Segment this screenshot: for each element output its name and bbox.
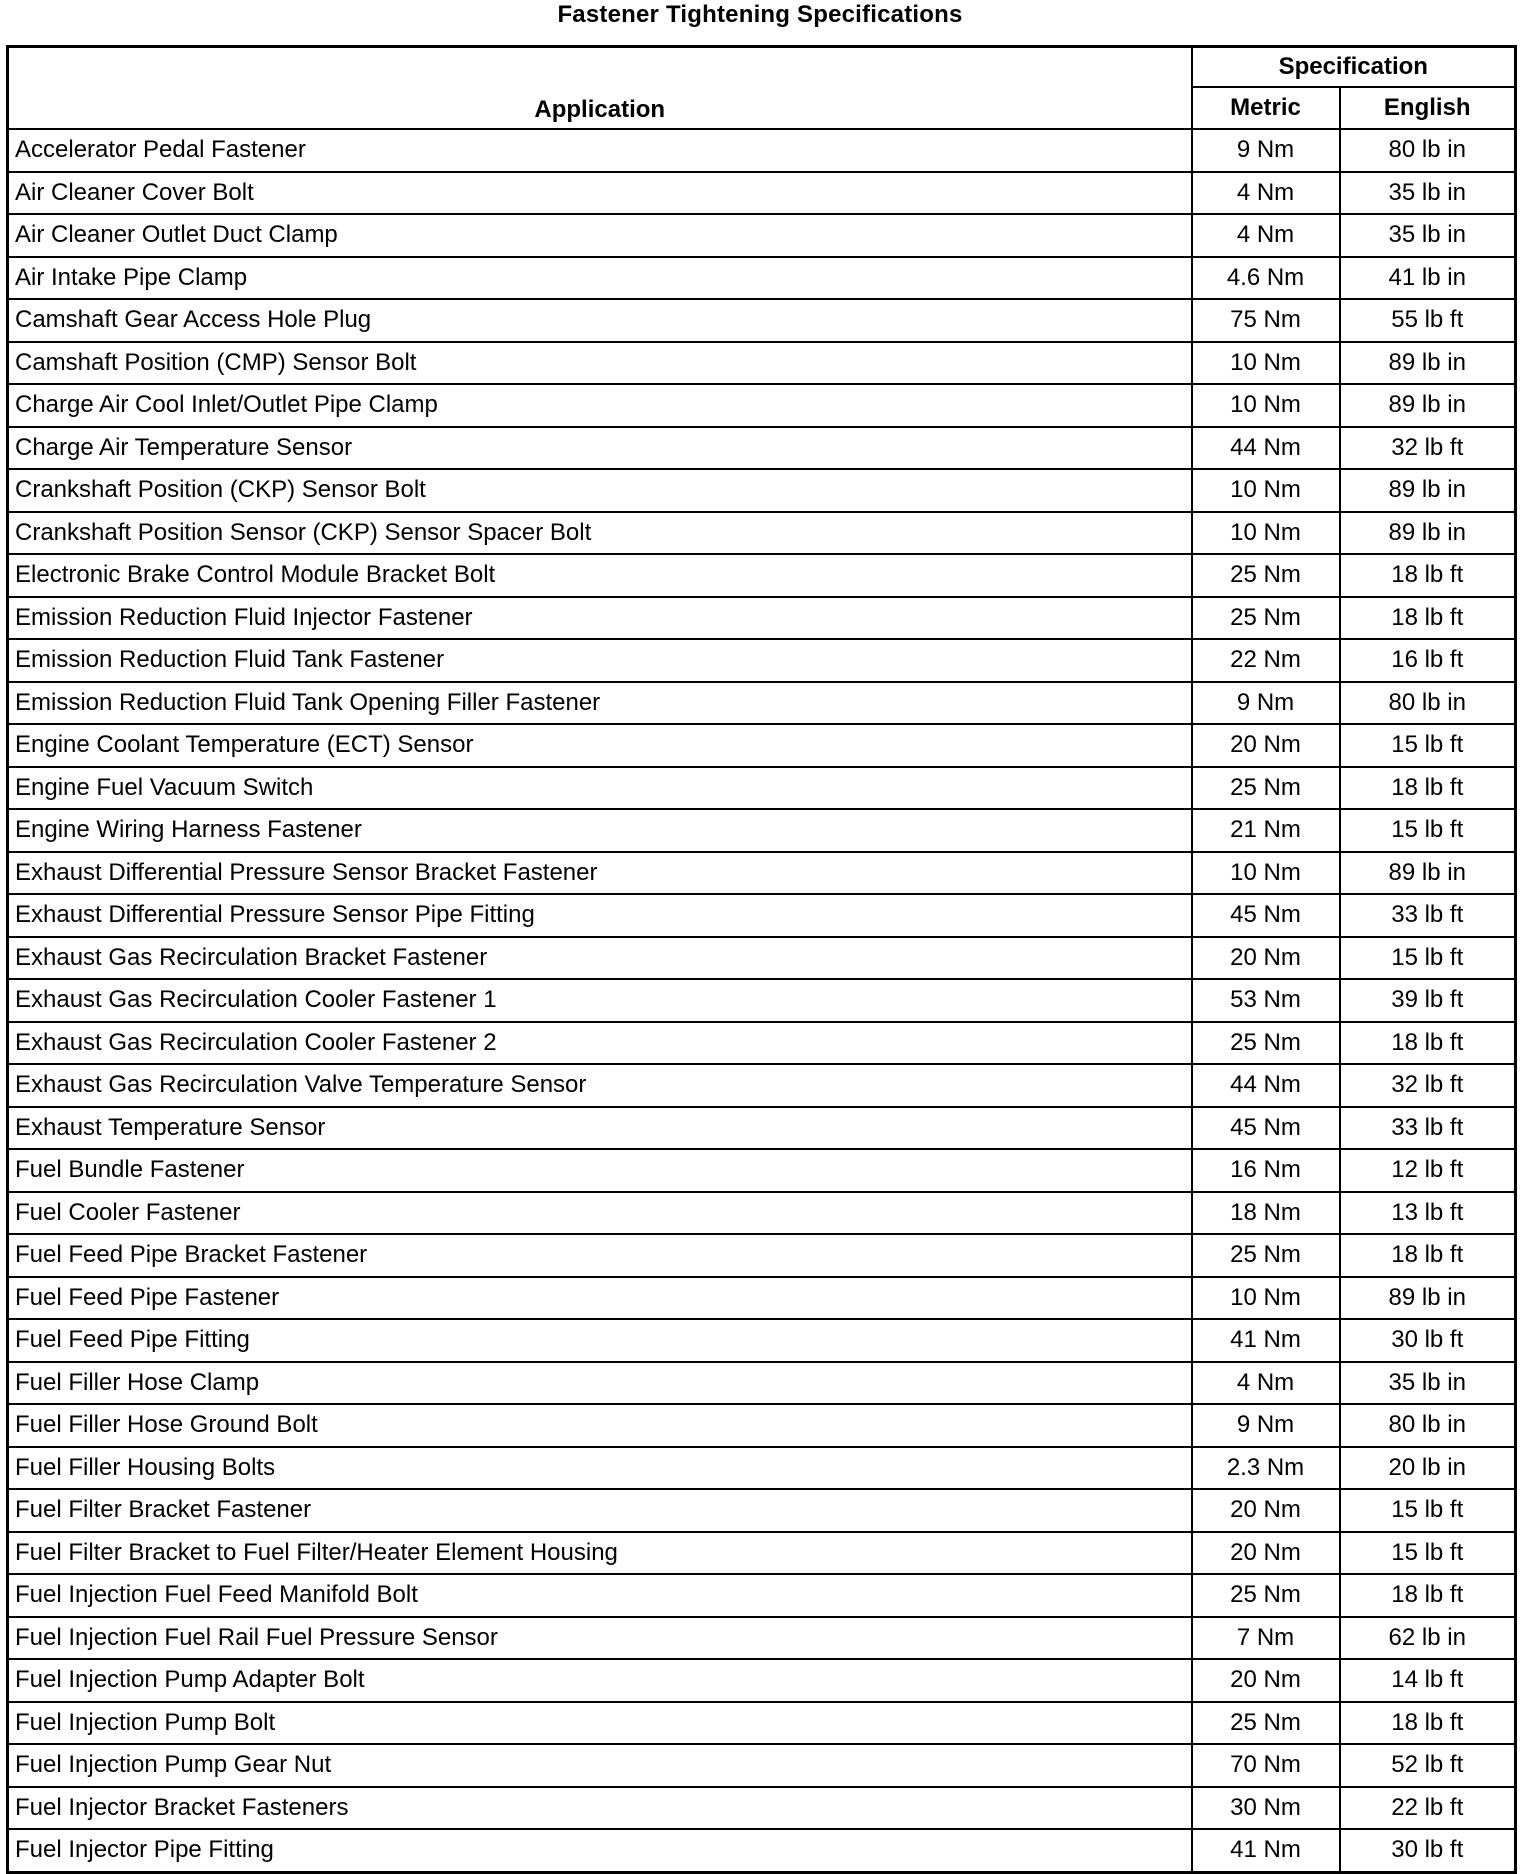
table-row: [8, 937, 1516, 980]
table-row: [8, 1234, 1516, 1277]
table-row: [8, 597, 1516, 640]
table-row: [8, 1829, 1516, 1872]
cell-english: 33 lb ft: [1340, 1107, 1516, 1150]
cell-metric: 75 Nm: [1192, 299, 1340, 342]
table-row: [8, 469, 1516, 512]
cell-application: Fuel Feed Pipe Fitting: [8, 1319, 1192, 1362]
table-row: [8, 384, 1516, 427]
cell-english: 16 lb ft: [1340, 639, 1516, 682]
cell-application: Accelerator Pedal Fastener: [8, 129, 1192, 172]
table-row: [8, 682, 1516, 725]
table-row: [8, 257, 1516, 300]
cell-english: 55 lb ft: [1340, 299, 1516, 342]
table-row: [8, 1532, 1516, 1575]
cell-metric: 10 Nm: [1192, 852, 1340, 895]
cell-metric: 70 Nm: [1192, 1744, 1340, 1787]
cell-metric: 25 Nm: [1192, 1702, 1340, 1745]
cell-metric: 53 Nm: [1192, 979, 1340, 1022]
page-title: Fastener Tightening Specifications: [557, 1, 963, 28]
cell-metric: 25 Nm: [1192, 1574, 1340, 1617]
cell-english: 18 lb ft: [1340, 1574, 1516, 1617]
table-row: [8, 1404, 1516, 1447]
cell-application: Camshaft Gear Access Hole Plug: [8, 299, 1192, 342]
cell-application: Fuel Cooler Fastener: [8, 1192, 1192, 1235]
cell-application: Fuel Filler Housing Bolts: [8, 1447, 1192, 1490]
cell-application: Fuel Injector Pipe Fitting: [8, 1829, 1192, 1872]
cell-english: 89 lb in: [1340, 469, 1516, 512]
cell-application: Fuel Injection Fuel Feed Manifold Bolt: [8, 1574, 1192, 1617]
cell-english: 18 lb ft: [1340, 1702, 1516, 1745]
cell-application: Electronic Brake Control Module Bracket Bolt: [8, 554, 1192, 597]
table-body: [8, 129, 1516, 1872]
cell-application: Exhaust Gas Recirculation Bracket Fastener: [8, 937, 1192, 980]
cell-metric: 30 Nm: [1192, 1787, 1340, 1830]
cell-metric: 4 Nm: [1192, 214, 1340, 257]
table-row: [8, 512, 1516, 555]
cell-english: 39 lb ft: [1340, 979, 1516, 1022]
table-row: [8, 1107, 1516, 1150]
cell-english: 18 lb ft: [1340, 1022, 1516, 1065]
cell-metric: 44 Nm: [1192, 427, 1340, 470]
table-row: [8, 639, 1516, 682]
cell-application: Exhaust Gas Recirculation Cooler Fastener 2: [8, 1022, 1192, 1065]
cell-english: 15 lb ft: [1340, 937, 1516, 980]
cell-metric: 9 Nm: [1192, 129, 1340, 172]
table-row: [8, 299, 1516, 342]
cell-application: Exhaust Gas Recirculation Cooler Fastener 1: [8, 979, 1192, 1022]
header-specification: Specification: [1192, 47, 1516, 88]
cell-metric: 20 Nm: [1192, 1489, 1340, 1532]
cell-metric: 4 Nm: [1192, 1362, 1340, 1405]
cell-application: Air Intake Pipe Clamp: [8, 257, 1192, 300]
table-row: [8, 1319, 1516, 1362]
cell-metric: 9 Nm: [1192, 682, 1340, 725]
cell-english: 13 lb ft: [1340, 1192, 1516, 1235]
cell-english: 15 lb ft: [1340, 1489, 1516, 1532]
cell-metric: 20 Nm: [1192, 1532, 1340, 1575]
cell-application: Exhaust Temperature Sensor: [8, 1107, 1192, 1150]
cell-application: Air Cleaner Cover Bolt: [8, 172, 1192, 215]
cell-metric: 20 Nm: [1192, 937, 1340, 980]
cell-application: Fuel Filler Hose Clamp: [8, 1362, 1192, 1405]
table-row: [8, 1659, 1516, 1702]
cell-english: 20 lb in: [1340, 1447, 1516, 1490]
table-row: [8, 724, 1516, 767]
cell-application: Fuel Injection Fuel Rail Fuel Pressure Sensor: [8, 1617, 1192, 1660]
table-row: [8, 427, 1516, 470]
cell-english: 89 lb in: [1340, 342, 1516, 385]
cell-english: 15 lb ft: [1340, 809, 1516, 852]
cell-english: 15 lb ft: [1340, 1532, 1516, 1575]
cell-metric: 4.6 Nm: [1192, 257, 1340, 300]
cell-application: Fuel Bundle Fastener: [8, 1149, 1192, 1192]
cell-application: Emission Reduction Fluid Tank Opening Filler Fastener: [8, 682, 1192, 725]
cell-english: 89 lb in: [1340, 512, 1516, 555]
table-row: [8, 172, 1516, 215]
cell-metric: 4 Nm: [1192, 172, 1340, 215]
cell-english: 89 lb in: [1340, 1277, 1516, 1320]
cell-metric: 25 Nm: [1192, 767, 1340, 810]
cell-english: 35 lb in: [1340, 1362, 1516, 1405]
cell-english: 32 lb ft: [1340, 427, 1516, 470]
table-row: [8, 1744, 1516, 1787]
cell-application: Engine Fuel Vacuum Switch: [8, 767, 1192, 810]
cell-metric: 10 Nm: [1192, 1277, 1340, 1320]
cell-application: Fuel Filter Bracket Fastener: [8, 1489, 1192, 1532]
cell-application: Charge Air Temperature Sensor: [8, 427, 1192, 470]
header-metric: Metric: [1192, 87, 1340, 129]
cell-metric: 9 Nm: [1192, 1404, 1340, 1447]
cell-english: 35 lb in: [1340, 172, 1516, 215]
cell-english: 22 lb ft: [1340, 1787, 1516, 1830]
cell-metric: 10 Nm: [1192, 342, 1340, 385]
table-row: [8, 809, 1516, 852]
cell-english: 89 lb in: [1340, 384, 1516, 427]
table-row: [8, 129, 1516, 172]
cell-english: 80 lb in: [1340, 1404, 1516, 1447]
cell-application: Exhaust Differential Pressure Sensor Pipe Fitting: [8, 894, 1192, 937]
cell-english: 33 lb ft: [1340, 894, 1516, 937]
cell-english: 12 lb ft: [1340, 1149, 1516, 1192]
cell-metric: 10 Nm: [1192, 384, 1340, 427]
cell-metric: 10 Nm: [1192, 469, 1340, 512]
cell-application: Fuel Filler Hose Ground Bolt: [8, 1404, 1192, 1447]
cell-application: Fuel Injection Pump Gear Nut: [8, 1744, 1192, 1787]
cell-metric: 10 Nm: [1192, 512, 1340, 555]
cell-english: 30 lb ft: [1340, 1829, 1516, 1872]
table-row: [8, 767, 1516, 810]
table-row: [8, 894, 1516, 937]
table-row: [8, 1064, 1516, 1107]
cell-application: Fuel Feed Pipe Fastener: [8, 1277, 1192, 1320]
table-header: [8, 47, 1516, 130]
cell-metric: 20 Nm: [1192, 1659, 1340, 1702]
header-application: Application: [8, 47, 1192, 130]
table-row: [8, 1277, 1516, 1320]
cell-metric: 25 Nm: [1192, 1022, 1340, 1065]
cell-application: Emission Reduction Fluid Injector Fastener: [8, 597, 1192, 640]
cell-metric: 45 Nm: [1192, 894, 1340, 937]
header-english: English: [1340, 87, 1516, 129]
table-row: [8, 1192, 1516, 1235]
table-row: [8, 1362, 1516, 1405]
cell-english: 89 lb in: [1340, 852, 1516, 895]
cell-metric: 16 Nm: [1192, 1149, 1340, 1192]
cell-metric: 22 Nm: [1192, 639, 1340, 682]
table-row: [8, 1149, 1516, 1192]
cell-metric: 45 Nm: [1192, 1107, 1340, 1150]
cell-english: 18 lb ft: [1340, 1234, 1516, 1277]
cell-application: Crankshaft Position (CKP) Sensor Bolt: [8, 469, 1192, 512]
table-row: [8, 1702, 1516, 1745]
cell-metric: 20 Nm: [1192, 724, 1340, 767]
cell-english: 35 lb in: [1340, 214, 1516, 257]
cell-metric: 44 Nm: [1192, 1064, 1340, 1107]
cell-application: Air Cleaner Outlet Duct Clamp: [8, 214, 1192, 257]
cell-english: 18 lb ft: [1340, 554, 1516, 597]
cell-metric: 41 Nm: [1192, 1829, 1340, 1872]
cell-application: Fuel Injection Pump Bolt: [8, 1702, 1192, 1745]
cell-metric: 7 Nm: [1192, 1617, 1340, 1660]
cell-application: Exhaust Gas Recirculation Valve Temperature Sensor: [8, 1064, 1192, 1107]
cell-application: Engine Wiring Harness Fastener: [8, 809, 1192, 852]
cell-english: 18 lb ft: [1340, 597, 1516, 640]
cell-metric: 18 Nm: [1192, 1192, 1340, 1235]
cell-metric: 2.3 Nm: [1192, 1447, 1340, 1490]
table-row: [8, 1787, 1516, 1830]
cell-application: Camshaft Position (CMP) Sensor Bolt: [8, 342, 1192, 385]
table-row: [8, 214, 1516, 257]
table-row: [8, 1617, 1516, 1660]
table-row: [8, 554, 1516, 597]
table-row: [8, 1489, 1516, 1532]
cell-english: 41 lb in: [1340, 257, 1516, 300]
cell-application: Emission Reduction Fluid Tank Fastener: [8, 639, 1192, 682]
cell-english: 14 lb ft: [1340, 1659, 1516, 1702]
cell-english: 32 lb ft: [1340, 1064, 1516, 1107]
table-row: [8, 1022, 1516, 1065]
cell-application: Fuel Filter Bracket to Fuel Filter/Heater Element Housing: [8, 1532, 1192, 1575]
cell-english: 18 lb ft: [1340, 767, 1516, 810]
cell-english: 30 lb ft: [1340, 1319, 1516, 1362]
cell-application: Charge Air Cool Inlet/Outlet Pipe Clamp: [8, 384, 1192, 427]
cell-english: 80 lb in: [1340, 682, 1516, 725]
cell-metric: 21 Nm: [1192, 809, 1340, 852]
cell-metric: 25 Nm: [1192, 597, 1340, 640]
cell-application: Exhaust Differential Pressure Sensor Bracket Fastener: [8, 852, 1192, 895]
cell-application: Fuel Injector Bracket Fasteners: [8, 1787, 1192, 1830]
fastener-spec-table: [6, 45, 1517, 1874]
cell-application: Fuel Injection Pump Adapter Bolt: [8, 1659, 1192, 1702]
cell-application: Crankshaft Position Sensor (CKP) Sensor Spacer Bolt: [8, 512, 1192, 555]
cell-application: Engine Coolant Temperature (ECT) Sensor: [8, 724, 1192, 767]
cell-english: 52 lb ft: [1340, 1744, 1516, 1787]
cell-application: Fuel Feed Pipe Bracket Fastener: [8, 1234, 1192, 1277]
table-row: [8, 852, 1516, 895]
table-row: [8, 342, 1516, 385]
table-row: [8, 979, 1516, 1022]
cell-english: 80 lb in: [1340, 129, 1516, 172]
table-row: [8, 1447, 1516, 1490]
cell-metric: 25 Nm: [1192, 1234, 1340, 1277]
cell-english: 62 lb in: [1340, 1617, 1516, 1660]
table-row: [8, 1574, 1516, 1617]
cell-metric: 41 Nm: [1192, 1319, 1340, 1362]
cell-english: 15 lb ft: [1340, 724, 1516, 767]
cell-metric: 25 Nm: [1192, 554, 1340, 597]
